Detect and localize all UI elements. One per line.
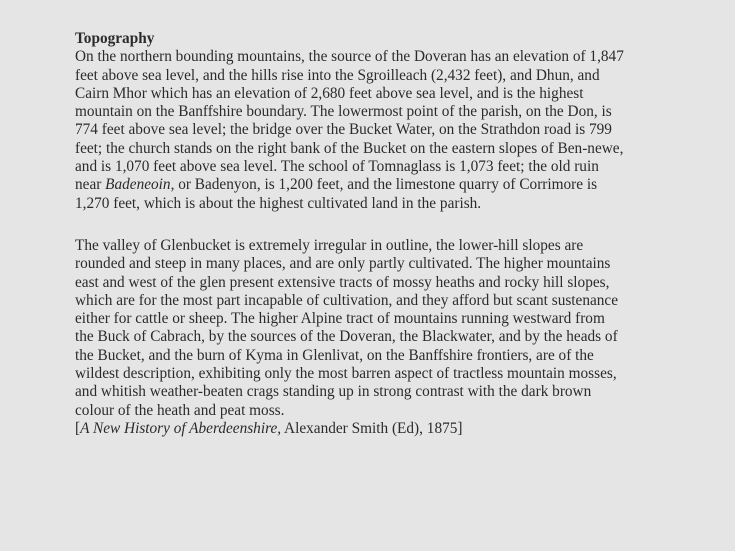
text-line: feet above sea level, and the hills rise into the Sgroilleach (2,432 feet), and Dhun, and — [75, 66, 600, 84]
place-name-italic: Badeneoin — [105, 176, 171, 194]
text-line: which are for the most part incapable of cultivation, and they afford but scant sustenance — [75, 291, 618, 309]
text-line: wildest description, exhibiting only the most barren aspect of tractless mountain mosses, — [75, 365, 617, 383]
citation: [A New History of Aberdeenshire, Alexander Smith (Ed), 1875] — [75, 419, 463, 437]
section-heading: Topography — [75, 30, 155, 47]
paragraph-valley — [75, 237, 725, 438]
paragraph-gap — [75, 213, 725, 237]
text-line: 1,270 feet, which is about the highest cultivated land in the parish. — [75, 194, 482, 212]
document-body — [75, 30, 725, 438]
text-line: and is 1,070 feet above sea level. The school of Tomnaglass is 1,073 feet; the old ruin — [75, 158, 599, 176]
text-line: east and west of the glen present extensive tracts of mossy heaths and rocky hill slopes, — [75, 273, 610, 291]
text-line: either for cattle or sheep. The higher Alpine tract of mountains running westward from — [75, 310, 605, 328]
text-line: feet; the church stands on the right bank of the Bucket on the eastern slopes of Ben-newe, — [75, 139, 624, 157]
text-line: On the northern bounding mountains, the source of the Doveran has an elevation of 1,847 — [75, 48, 624, 66]
text-line: the Bucket, and the burn of Kyma in Glenlivat, on the Banffshire frontiers, are of the — [75, 346, 594, 364]
text-line: rounded and steep in many places, and are only partly cultivated. The higher mountains — [75, 255, 611, 273]
text-line: mountain on the Banffshire boundary. The lowermost point of the parish, on the Don, is — [75, 103, 612, 121]
text-line: the Buck of Cabrach, by the sources of the Doveran, the Blackwater, and by the heads of — [75, 328, 618, 346]
text-line: near Badeneoin, or Badenyon, is 1,200 feet, and the limestone quarry of Corrimore is — [75, 176, 598, 194]
paragraph-topography — [75, 48, 725, 213]
text-line: colour of the heath and peat moss. — [75, 401, 285, 419]
citation-title: A New History of Aberdeenshire, — [80, 419, 282, 437]
text-line: The valley of Glenbucket is extremely irregular in outline, the lower-hill slopes are — [75, 236, 584, 254]
text-line: 774 feet above sea level; the bridge over the Bucket Water, on the Strathdon road is 799 — [75, 121, 612, 139]
text-line: and whitish weather-beaten crags standing up in strong contrast with the dark brown — [75, 383, 592, 401]
text-line: Cairn Mhor which has an elevation of 2,680 feet above sea level, and is the highest — [75, 84, 584, 102]
